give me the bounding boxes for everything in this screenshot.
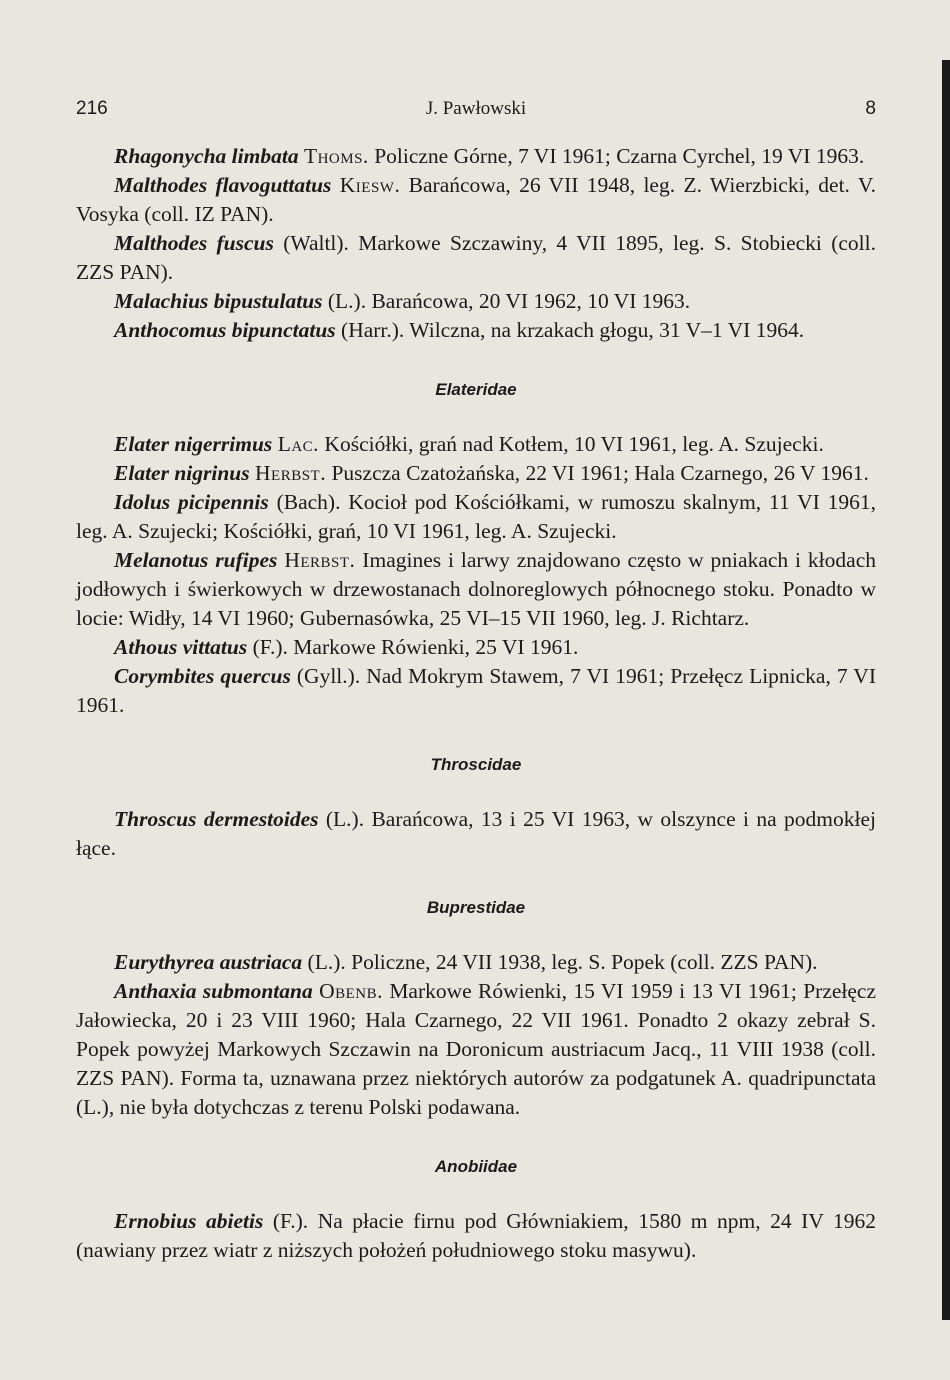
species-name: Anthaxia submontana [114, 979, 313, 1003]
species-author: Herbst. [255, 461, 327, 485]
entry-text: (L.). Barańcowa, 20 VI 1962, 10 VI 1963. [322, 289, 691, 313]
family-heading-throscidae: Throscidae [430, 755, 522, 774]
species-entry [76, 546, 876, 633]
species-entry [76, 229, 876, 287]
species-author: Lac. [277, 432, 320, 456]
species-name: Throscus dermestoides [114, 807, 319, 831]
species-name: Elater nigerrimus [114, 432, 273, 456]
entries-anobiidae [76, 1207, 876, 1265]
entry-text: Imagines i larwy znajdowano często w pniakach i kłodach jodłowych i świerkowych w drzewostanach dolnoreglowych północnego stoku. Ponadto w locie: Widły, 14 VI 1960; Gubernasówka, 25 VI–15 VII 1960, leg. J. Richtarz. [76, 548, 876, 630]
species-name: Elater nigrinus [114, 461, 250, 485]
section-number: 8 [865, 98, 876, 119]
running-author: J. Pawłowski [425, 98, 527, 119]
species-entry [76, 430, 876, 459]
species-entry [76, 805, 876, 863]
species-name: Malachius bipustulatus [114, 289, 323, 313]
running-header [76, 94, 876, 124]
entries-cantharidae [76, 142, 876, 345]
species-name: Eurythyrea austriaca [114, 950, 303, 974]
species-entry [76, 459, 876, 488]
entry-text: (F.). Markowe Rówienki, 25 VI 1961. [247, 635, 579, 659]
species-author: Thoms. [303, 144, 369, 168]
family-heading-anobiidae: Anobiidae [434, 1157, 518, 1176]
entries-buprestidae [76, 948, 876, 1122]
species-entry [76, 1207, 876, 1265]
entry-text: (Waltl). Markowe Szczawiny, 4 VII 1895, leg. S. Stobiecki (coll. ZZS PAN). [76, 231, 876, 284]
entry-text: (Gyll.). Nad Mokrym Stawem, 7 VI 1961; Przełęcz Lipnicka, 7 VI 1961. [76, 664, 876, 717]
species-name: Melanotus rufipes [114, 548, 278, 572]
entry-text: Puszcza Czatożańska, 22 VI 1961; Hala Czarnego, 26 V 1961. [326, 461, 869, 485]
entry-text: (Harr.). Wilczna, na krzakach głogu, 31 V–1 VI 1964. [335, 318, 805, 342]
entry-text: (F.). Na płacie firnu pod Główniakiem, 1580 m npm, 24 IV 1962 (nawiany przez wiatr z niższych położeń południowego stoku masywu). [76, 1209, 876, 1262]
entry-text: Markowe Rówienki, 15 VI 1959 i 13 VI 1961; Przełęcz Jałowiecka, 20 i 23 VIII 1960; Hala Czarnego, 22 VII 1961. Ponadto 2 okazy zebrał S. Popek powyżej Markowych Szczawin na Doronicum austriacum Jacq., 11 VIII 1938 (coll. ZZS PAN). Forma ta, uznawana przez niektórych autorów za podgatunek A. quadripunctata (L.), nie była dotychczas z terenu Polski podawana. [76, 979, 877, 1119]
entry-text: Kościółki, grań nad Kotłem, 10 VI 1961, leg. A. Szujecki. [319, 432, 824, 456]
species-entry [76, 316, 876, 345]
species-entry [76, 633, 876, 662]
entry-text: Policzne Górne, 7 VI 1961; Czarna Cyrchel, 19 VI 1963. [368, 144, 865, 168]
species-name: Idolus picipennis [114, 490, 269, 514]
entry-text: Barańcowa, 26 VII 1948, leg. Z. Wierzbicki, det. V. Vosyka (coll. IZ PAN). [76, 173, 876, 226]
species-name: Athous vittatus [114, 635, 248, 659]
family-heading-elateridae: Elateridae [435, 380, 517, 399]
species-name: Anthocomus bipunctatus [114, 318, 336, 342]
species-name: Malthodes fuscus [114, 231, 274, 255]
species-entry [76, 488, 876, 546]
species-name: Corymbites quercus [114, 664, 291, 688]
entries-throscidae [76, 805, 876, 863]
species-entry [76, 948, 876, 977]
species-entry [76, 662, 876, 720]
species-name: Malthodes flavoguttatus [114, 173, 332, 197]
species-author: Herbst. [284, 548, 356, 572]
entry-text: (L.). Barańcowa, 13 i 25 VI 1963, w olszynce i na podmokłej łące. [76, 807, 876, 860]
species-entry [76, 171, 876, 229]
page-number: 216 [76, 98, 108, 119]
family-heading-buprestidae: Buprestidae [426, 898, 526, 917]
species-name: Rhagonycha limbata [114, 144, 299, 168]
entry-text: (L.). Policzne, 24 VII 1938, leg. S. Popek (coll. ZZS PAN). [302, 950, 818, 974]
species-entry [76, 977, 876, 1122]
species-author: Obenb. [319, 979, 383, 1003]
document-page [76, 94, 876, 1265]
species-entry [76, 142, 876, 171]
species-name: Ernobius abietis [114, 1209, 264, 1233]
entry-text: (Bach). Kocioł pod Kościółkami, w rumoszu skalnym, 11 VI 1961, leg. A. Szujecki; Kościółki, grań, 10 VI 1961, leg. A. Szujecki. [76, 490, 877, 543]
species-entry [76, 287, 876, 316]
entries-elateridae [76, 430, 876, 720]
species-author: Kiesw. [339, 173, 401, 197]
scan-edge [942, 60, 950, 1320]
